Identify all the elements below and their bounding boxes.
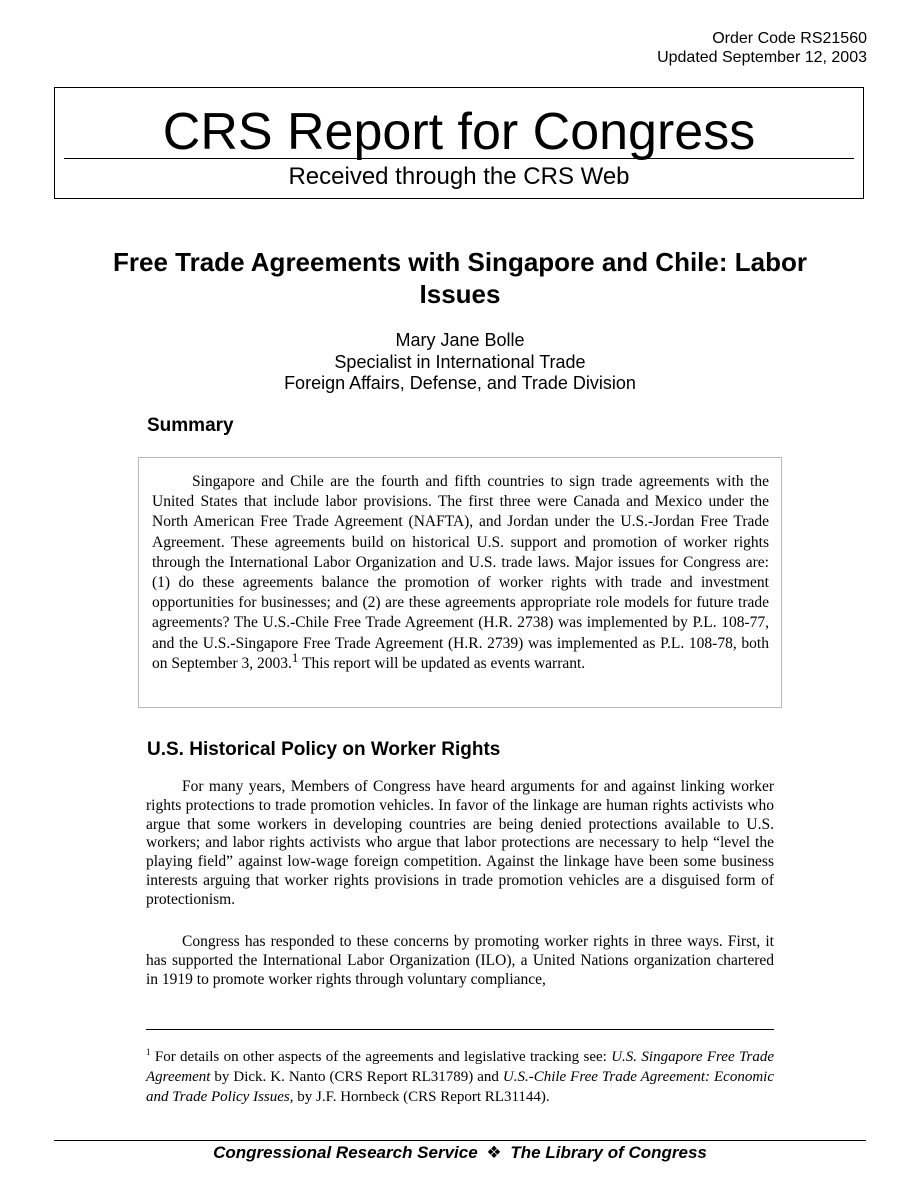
report-header-title: CRS Report for Congress [162, 103, 756, 161]
author-name: Mary Jane Bolle [395, 330, 525, 350]
author-division: Foreign Affairs, Defense, and Trade Division [284, 373, 636, 393]
footer-line [0, 1143, 920, 1163]
footnote-citation-title: U.S. Singapore Free Trade Agreement [146, 1049, 774, 1085]
body-paragraph: Congress has responded to these concerns by promoting worker rights in three ways. First, it has supported the International Labor Organization (ILO), a United Nations organization chartered in 1919 to promote worker rights through voluntary compliance, [146, 933, 774, 988]
footer-divider [54, 1140, 866, 1141]
diamond-icon: ❖ [486, 1143, 502, 1162]
footnote-reference[interactable]: 1 [291, 649, 299, 665]
order-code-block [657, 29, 867, 67]
footnote-number: 1 [146, 1047, 151, 1057]
footnote-text: by Dick. K. Nanto (CRS Report RL31789) and [210, 1069, 503, 1085]
document-title: Free Trade Agreements with Singapore and Chile: Labor Issues [113, 247, 807, 309]
footnote-text: For details on other aspects of the agreements and legislative tracking see: [150, 1049, 612, 1065]
author-position: Specialist in International Trade [334, 351, 586, 372]
summary-main-text: Singapore and Chile are the fourth and fifth countries to sign trade agreements with the United States that include labor provisions. The first three were Canada and Mexico under the North American Free Trade Agreement (NAFTA), and Jordan under the U.S.-Jordan Free Trade Agreement. These agreements build on historical U.S. support and promotion of worker rights through the International Labor Organization and U.S. trade laws. Major issues for Congress are: (1) do these agreements balance the promotion of worker rights with trade and investment opportunities for businesses; and (2) are these agreements appropriate role models for future trade agreements? The U.S.-Chile Free Trade Agreement (H.R. 2738) was implemented by P.L. 108-77, and the U.S.-Singapore Free Trade Agreement (H.R. 2739) was implemented as P.L. 108-78, both on September 3, 2003. [152, 473, 769, 672]
summary-box [138, 457, 782, 708]
header-divider [64, 158, 854, 159]
order-code: Order Code RS21560 [712, 30, 867, 47]
body-paragraph: For many years, Members of Congress have heard arguments for and against linking worker rights protections to trade promotion vehicles. In favor of the linkage are human rights activists who argue that some workers in developing countries are being denied protections available to U.S. workers; and labor rights activists who argue that labor protections are necessary to help “level the playing field” against low-wage foreign competition. Against the linkage have been some business interests arguing that worker rights provisions in trade promotion vehicles are a disguised form of protectionism. [146, 778, 774, 908]
author-block [100, 330, 820, 395]
footer-crs: Congressional Research Service [213, 1143, 478, 1162]
footnote [146, 1047, 774, 1107]
footnote-citation-title: U.S.-Chile Free Trade Agreement: Economic and Trade Policy Issues [146, 1069, 775, 1105]
report-header-box [54, 87, 864, 199]
section-heading: U.S. Historical Policy on Worker Rights [147, 739, 501, 760]
summary-end-text: This report will be updated as events warrant. [298, 654, 586, 672]
summary-text [152, 472, 769, 674]
updated-date: Updated September 12, 2003 [657, 49, 867, 66]
footnote-text: , by J.F. Hornbeck (CRS Report RL31144). [289, 1089, 550, 1105]
report-header-subtitle: Received through the CRS Web [288, 163, 630, 190]
summary-heading: Summary [147, 415, 234, 436]
footnote-divider [146, 1029, 774, 1030]
footer-loc: The Library of Congress [510, 1143, 707, 1162]
